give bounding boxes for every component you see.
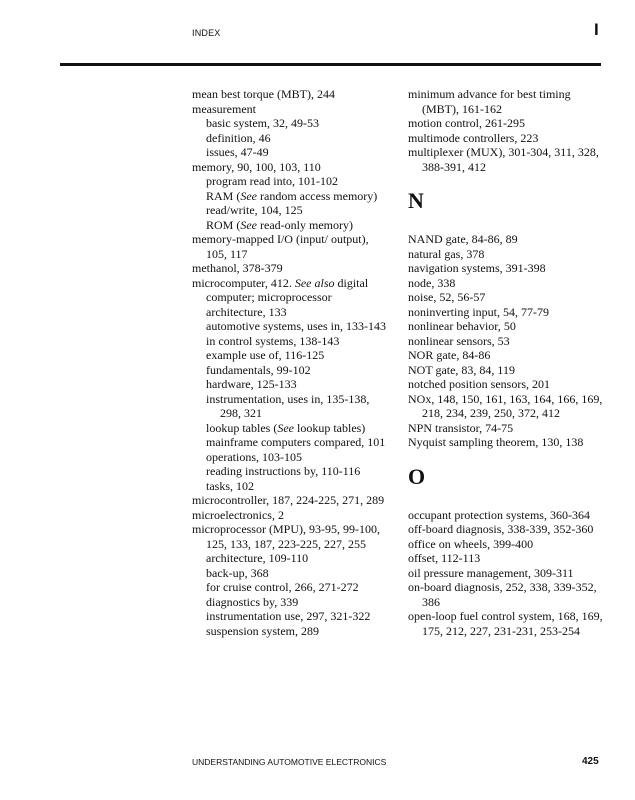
index-subentry: lookup tables (See lookup tables) bbox=[206, 420, 366, 435]
index-entry: multimode controllers, 223 bbox=[408, 130, 539, 145]
index-entry: NOR gate, 84-86 bbox=[408, 348, 491, 362]
index-subentry: in control systems, 138-143 bbox=[206, 333, 340, 348]
index-subentry: definition, 46 bbox=[206, 130, 271, 145]
index-entry: methanol, 378-379 bbox=[192, 261, 283, 275]
index-subentry: reading instructions by, 110-116 bbox=[206, 464, 361, 478]
index-group-m bbox=[408, 87, 603, 174]
index-subentry: tasks, 102 bbox=[206, 478, 254, 493]
header-rule bbox=[60, 63, 601, 66]
index-entry: minimum advance for best timing (MBT), 161-162 bbox=[408, 87, 571, 116]
index-entry: microcomputer, 412. See also digital computer; microprocessor bbox=[192, 275, 369, 304]
index-subentry: program read into, 101-102 bbox=[206, 174, 338, 188]
section-heading-n: N bbox=[408, 188, 424, 213]
index-subentry: diagnostics by, 339 bbox=[206, 594, 299, 609]
footer-page-number: 425 bbox=[582, 756, 599, 767]
index-column-left bbox=[192, 87, 392, 638]
index-entry: navigation systems, 391-398 bbox=[408, 261, 546, 275]
index-subentry: basic system, 32, 49-53 bbox=[206, 116, 319, 130]
footer-book-title: UNDERSTANDING AUTOMOTIVE ELECTRONICS bbox=[192, 757, 387, 767]
index-entry: memory, 90, 100, 103, 110 bbox=[192, 159, 321, 174]
index-entry: NOT gate, 83, 84, 119 bbox=[408, 362, 515, 377]
index-subentry: back-up, 368 bbox=[206, 565, 269, 580]
index-entry: noise, 52, 56-57 bbox=[408, 290, 486, 304]
section-heading-o: O bbox=[408, 463, 426, 489]
index-entry: microcontroller, 187, 224-225, 271, 289 bbox=[192, 493, 385, 507]
index-entry: NAND gate, 84-86, 89 bbox=[408, 232, 518, 246]
index-subentry: RAM (See random access memory) bbox=[206, 188, 378, 203]
index-group-n bbox=[408, 232, 603, 450]
index-subentry: example use of, 116-125 bbox=[206, 348, 325, 362]
index-entry: NOx, 148, 150, 161, 163, 164, 166, 169, 218, 234, 239, 250, 372, 412 bbox=[408, 391, 603, 420]
index-entry: microelectronics, 2 bbox=[192, 507, 284, 522]
index-subentry: operations, 103-105 bbox=[206, 449, 302, 464]
index-entry: nonlinear behavior, 50 bbox=[408, 319, 516, 333]
index-entry: notched position sensors, 201 bbox=[408, 377, 550, 391]
index-entry: mean best torque (MBT), 244 bbox=[192, 87, 335, 101]
index-subentry: instrumentation use, 297, 321-322 bbox=[206, 609, 371, 623]
index-entry: node, 338 bbox=[408, 275, 456, 290]
index-entry: measurement bbox=[192, 101, 256, 116]
index-entry: open-loop fuel control system, 168, 169, 175, 212, 227, 231-231, 253-254 bbox=[408, 609, 603, 638]
index-subentry: hardware, 125-133 bbox=[206, 377, 297, 391]
index-entry: multiplexer (MUX), 301-304, 311, 328, 388-391, 412 bbox=[408, 145, 599, 174]
index-subentry: read/write, 104, 125 bbox=[206, 203, 303, 217]
index-entry: memory-mapped I/O (input/ output), 105, 117 bbox=[192, 232, 369, 261]
index-subentry: architecture, 109-110 bbox=[206, 551, 309, 565]
index-group-o bbox=[408, 508, 603, 639]
index-subentry: mainframe computers compared, 101 bbox=[206, 435, 386, 449]
index-subentry: instrumentation, uses in, 135-138, 298, 321 bbox=[206, 391, 370, 420]
index-entry: office on wheels, 399-400 bbox=[408, 536, 534, 551]
index-entry: microprocessor (MPU), 93-95, 99-100, 125, 133, 187, 223-225, 227, 255 bbox=[192, 522, 380, 551]
index-entry: NPN transistor, 74-75 bbox=[408, 420, 514, 435]
index-entry: offset, 112-113 bbox=[408, 551, 481, 565]
index-entry: nonlinear sensors, 53 bbox=[408, 333, 510, 348]
header-section-letter: I bbox=[594, 20, 599, 39]
index-column-right bbox=[408, 87, 603, 638]
index-subentry: issues, 47-49 bbox=[206, 145, 269, 159]
header-title: INDEX bbox=[192, 28, 221, 38]
index-entry: occupant protection systems, 360-364 bbox=[408, 507, 590, 522]
index-subentry: fundamentals, 99-102 bbox=[206, 362, 311, 377]
index-subentry: suspension system, 289 bbox=[206, 623, 320, 638]
index-subentry: automotive systems, uses in, 133-143 bbox=[206, 319, 386, 333]
index-entry: natural gas, 378 bbox=[408, 246, 485, 261]
index-entry: off-board diagnosis, 338-339, 352-360 bbox=[408, 522, 594, 536]
index-entry: noninverting input, 54, 77-79 bbox=[408, 304, 549, 319]
index-entry: motion control, 261-295 bbox=[408, 116, 525, 130]
index-subentry: architecture, 133 bbox=[206, 304, 287, 319]
index-subentry: for cruise control, 266, 271-272 bbox=[206, 580, 359, 594]
index-subentry: ROM (See read-only memory) bbox=[206, 217, 353, 232]
index-entry: oil pressure management, 309-311 bbox=[408, 565, 574, 580]
index-entry: Nyquist sampling theorem, 130, 138 bbox=[408, 435, 584, 449]
index-entry: on-board diagnosis, 252, 338, 339-352, 386 bbox=[408, 580, 597, 609]
